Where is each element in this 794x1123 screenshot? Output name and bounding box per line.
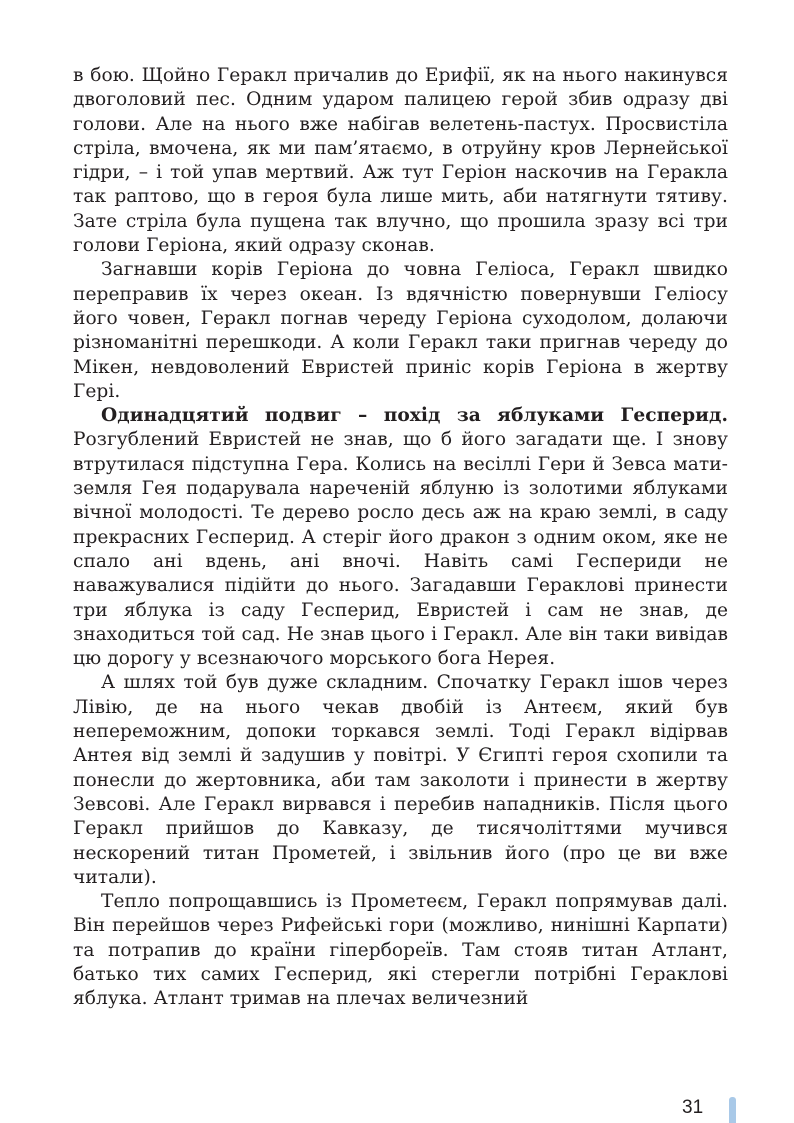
paragraph-text: Тепло попрощавшись із Прометеєм, Геракл попрямував далі. Він перейшов через Рифейські гори (можливо, нинішні Карпати) та потрапив до країни гіпербореїв. Там стояв титан Атлант, батько тих самих Гесперид, які стерегли потрібні Гераклові яблука. Атлант тримав на плечах величезний xyxy=(73,891,728,1010)
page-body xyxy=(73,64,728,1012)
paragraph-2 xyxy=(73,258,728,404)
page-edge-marker xyxy=(729,1097,736,1123)
paragraph-1 xyxy=(73,64,728,258)
paragraph-text: Розгублений Евристей не знав, що б його загадати ще. І знову втрутилася підступна Гера. Колись на весіллі Гери й Зевса мати-земля Гея подарувала нареченій яблуню із золотими яблуками вічної молодості. Те дерево росло десь аж на краю землі, в саду прекрасних Гесперид. А стеріг його дракон з одним оком, яке не спало ані вдень, ані вночі. Навіть самі Геспериди не наважувалися підійти до нього. Загадавши Гераклові принести три яблука із саду Гесперид, Евристей і сам не знав, де знаходиться той сад. Не знав цього і Геракл. Але він таки вивідав цю дорогу у всезнаючого морського бога Нерея. xyxy=(73,429,728,670)
paragraph-text: в бою. Щойно Геракл причалив до Ерифії, як на нього накинувся двоголовий пес. Одним ударом палицею герой збив одразу дві голови. Але на нього вже набігав велетень-пастух. Просвистіла стріла, вмочена, як ми пам’ятаємо, в отруйну кров Лернейської гідри, – і той упав мертвий. Аж тут Геріон наскочив на Геракла так раптово, що в героя була лише мить, аби натягнути тятиву. Зате стріла була пущена так влучно, що прошила зразу всі три голови Геріона, який одразу сконав. xyxy=(73,65,728,257)
paragraph-5 xyxy=(73,890,728,1011)
paragraph-text: Загнавши корів Геріона до човна Геліоса, Геракл швидко переправив їх через океан. Із вдячністю повернувши Геліосу його човен, Геракл погнав череду Геріона суходолом, долаючи різноманітні перешкоди. А коли Геракл таки пригнав череду до Мікен, невдоволений Евристей приніс корів Геріона в жертву Гері. xyxy=(73,259,728,402)
page-number: 31 xyxy=(682,1097,704,1118)
section-heading: Одинадцятий подвиг – похід за яблуками Гесперид. xyxy=(101,405,728,427)
paragraph-3 xyxy=(73,404,728,671)
paragraph-text: А шлях той був дуже складним. Спочатку Геракл ішов через Лівію, де на нього чекав двобій із Антеєм, який був непереможним, допоки торкався землі. Тоді Геракл відірвав Антея від землі й задушив у повітрі. У Єгипті героя схопили та понесли до жертовника, аби там заколоти і принести в жертву Зевсові. Але Геракл вирвався і перебив нападників. Після цього Геракл прийшов до Кавказу, де тисячоліттями мучився нескорений титан Прометей, і звільнив його (про це ви вже читали). xyxy=(73,672,728,888)
paragraph-4 xyxy=(73,671,728,890)
